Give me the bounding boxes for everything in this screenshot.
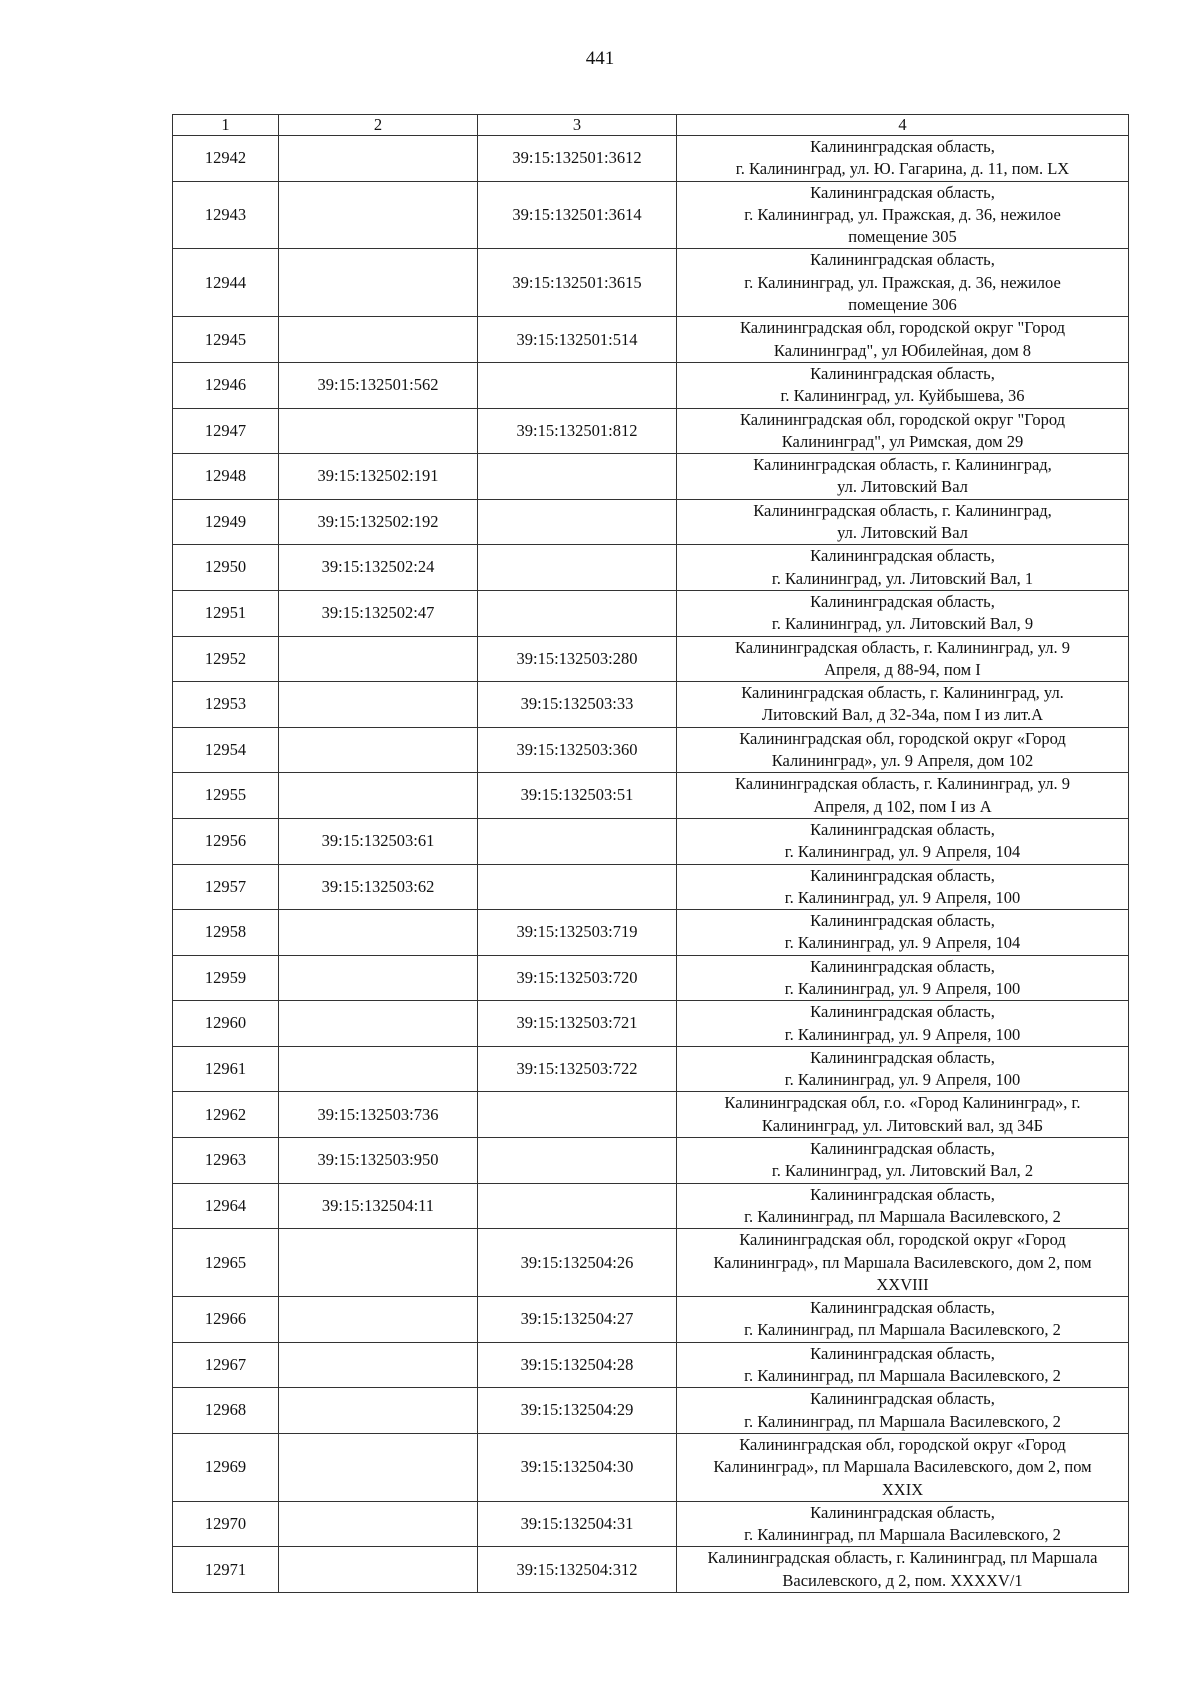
cadastral-number-cell-col2 xyxy=(279,955,478,1001)
address-cell: Калининградская область, г. Калининград, ул. Литовский Вал xyxy=(677,499,1129,545)
table-row xyxy=(173,1092,1129,1138)
cadastral-number-cell-col3: 39:15:132501:3612 xyxy=(478,136,677,182)
table-row xyxy=(173,910,1129,956)
cadastral-number-cell-col2: 39:15:132503:61 xyxy=(279,818,478,864)
table-row xyxy=(173,1001,1129,1047)
table-row xyxy=(173,1342,1129,1388)
table-body xyxy=(173,115,1129,1593)
table-row xyxy=(173,955,1129,1001)
address-cell: Калининградская область, г. Калининград, ул. 9 Апреля, 100 xyxy=(677,955,1129,1001)
table-row xyxy=(173,454,1129,500)
table-row xyxy=(173,682,1129,728)
table-row xyxy=(173,317,1129,363)
row-number-cell: 12946 xyxy=(173,362,279,408)
cadastral-number-cell-col3 xyxy=(478,545,677,591)
address-cell: Калининградская область, г. Калининград, ул. Литовский Вал xyxy=(677,454,1129,500)
address-cell: Калининградская область, г. Калининград, пл Маршала Василевского, 2 xyxy=(677,1501,1129,1547)
table-row xyxy=(173,773,1129,819)
table-row xyxy=(173,1229,1129,1297)
address-cell: Калининградская область, г. Калининград, пл Маршала Василевского, 2 xyxy=(677,1183,1129,1229)
row-number-cell: 12971 xyxy=(173,1547,279,1593)
table-row xyxy=(173,590,1129,636)
row-number-cell: 12962 xyxy=(173,1092,279,1138)
column-number-1: 1 xyxy=(173,115,279,136)
table-row xyxy=(173,545,1129,591)
address-cell: Калининградская область, г. Калининград, ул. Литовский Вал, 2 xyxy=(677,1138,1129,1184)
address-cell: Калининградская область, г. Калининград, ул. 9 Апреля, 100 xyxy=(677,1001,1129,1047)
cadastral-number-cell-col3 xyxy=(478,818,677,864)
table-row xyxy=(173,727,1129,773)
cadastral-number-cell-col2 xyxy=(279,249,478,317)
table-row xyxy=(173,499,1129,545)
cadastral-number-cell-col2 xyxy=(279,1433,478,1501)
cadastral-number-cell-col3: 39:15:132501:3614 xyxy=(478,181,677,249)
cadastral-number-cell-col2 xyxy=(279,1001,478,1047)
cadastral-number-cell-col2 xyxy=(279,408,478,454)
cadastral-number-cell-col3 xyxy=(478,1092,677,1138)
row-number-cell: 12968 xyxy=(173,1388,279,1434)
address-cell: Калининградская область, г. Калининград, ул. 9 Апреля, 104 xyxy=(677,818,1129,864)
row-number-cell: 12965 xyxy=(173,1229,279,1297)
row-number-cell: 12958 xyxy=(173,910,279,956)
row-number-cell: 12953 xyxy=(173,682,279,728)
cadastral-number-cell-col3: 39:15:132504:30 xyxy=(478,1433,677,1501)
cadastral-number-cell-col3 xyxy=(478,362,677,408)
table-row xyxy=(173,1388,1129,1434)
table-row xyxy=(173,136,1129,182)
row-number-cell: 12955 xyxy=(173,773,279,819)
row-number-cell: 12967 xyxy=(173,1342,279,1388)
cadastral-number-cell-col2 xyxy=(279,1388,478,1434)
cadastral-number-cell-col2: 39:15:132503:736 xyxy=(279,1092,478,1138)
cadastral-number-cell-col2: 39:15:132504:11 xyxy=(279,1183,478,1229)
cadastral-number-cell-col3 xyxy=(478,499,677,545)
cadastral-number-cell-col3: 39:15:132504:31 xyxy=(478,1501,677,1547)
table-row xyxy=(173,249,1129,317)
cadastral-number-cell-col2 xyxy=(279,910,478,956)
cadastral-number-cell-col3: 39:15:132503:722 xyxy=(478,1046,677,1092)
row-number-cell: 12944 xyxy=(173,249,279,317)
cadastral-number-cell-col2 xyxy=(279,181,478,249)
address-cell: Калининградская обл, городской округ "Город Калининград", ул Римская, дом 29 xyxy=(677,408,1129,454)
row-number-cell: 12945 xyxy=(173,317,279,363)
cadastral-number-cell-col3: 39:15:132503:280 xyxy=(478,636,677,682)
address-cell: Калининградская область, г. Калининград, ул. 9 Апреля, 104 xyxy=(677,910,1129,956)
address-cell: Калининградская область, г. Калининград, пл Маршала Василевского, 2 xyxy=(677,1297,1129,1343)
row-number-cell: 12959 xyxy=(173,955,279,1001)
row-number-cell: 12942 xyxy=(173,136,279,182)
row-number-cell: 12954 xyxy=(173,727,279,773)
row-number-cell: 12948 xyxy=(173,454,279,500)
table-row xyxy=(173,362,1129,408)
address-cell: Калининградская область, г. Калининград, ул. 9 Апреля, 100 xyxy=(677,864,1129,910)
cadastral-number-cell-col3: 39:15:132503:719 xyxy=(478,910,677,956)
cadastral-number-cell-col3: 39:15:132503:360 xyxy=(478,727,677,773)
cadastral-number-cell-col2: 39:15:132501:562 xyxy=(279,362,478,408)
address-cell: Калининградская обл, городской округ «Город Калининград», пл Маршала Василевского, дом 2, пом XXIX xyxy=(677,1433,1129,1501)
cadastral-number-cell-col2 xyxy=(279,1342,478,1388)
row-number-cell: 12943 xyxy=(173,181,279,249)
cadastral-number-cell-col3: 39:15:132504:28 xyxy=(478,1342,677,1388)
cadastral-number-cell-col2 xyxy=(279,727,478,773)
table-row xyxy=(173,1547,1129,1593)
table-row xyxy=(173,1433,1129,1501)
table-row xyxy=(173,1297,1129,1343)
cadastral-number-cell-col2 xyxy=(279,317,478,363)
address-cell: Калининградская обл, г.о. «Город Калининград», г. Калининград, ул. Литовский вал, зд 34Б xyxy=(677,1092,1129,1138)
address-cell: Калининградская область, г. Калининград, пл Маршала Василевского, 2 xyxy=(677,1388,1129,1434)
address-cell: Калининградская область, г. Калининград, ул. 9 Апреля, д 102, пом I из А xyxy=(677,773,1129,819)
address-cell: Калининградская область, г. Калининград, пл Маршала Василевского, 2 xyxy=(677,1342,1129,1388)
cadastral-number-cell-col3: 39:15:132501:3615 xyxy=(478,249,677,317)
address-cell: Калининградская область, г. Калининград, ул. Литовский Вал, д 32-34а, пом I из лит.А xyxy=(677,682,1129,728)
cadastral-number-cell-col3: 39:15:132503:51 xyxy=(478,773,677,819)
cadastral-number-cell-col2: 39:15:132503:62 xyxy=(279,864,478,910)
column-number-4: 4 xyxy=(677,115,1129,136)
address-cell: Калининградская область, г. Калининград, пл Маршала Василевского, д 2, пом. XXXXV/1 xyxy=(677,1547,1129,1593)
row-number-cell: 12969 xyxy=(173,1433,279,1501)
cadastral-number-cell-col2 xyxy=(279,1501,478,1547)
address-cell: Калининградская область, г. Калининград, ул. Литовский Вал, 1 xyxy=(677,545,1129,591)
cadastral-number-cell-col3: 39:15:132503:721 xyxy=(478,1001,677,1047)
cadastral-number-cell-col2 xyxy=(279,636,478,682)
row-number-cell: 12960 xyxy=(173,1001,279,1047)
address-cell: Калининградская область, г. Калининград, ул. 9 Апреля, д 88-94, пом I xyxy=(677,636,1129,682)
table-row xyxy=(173,818,1129,864)
address-cell: Калининградская область, г. Калининград, ул. Ю. Гагарина, д. 11, пом. LX xyxy=(677,136,1129,182)
row-number-cell: 12952 xyxy=(173,636,279,682)
row-number-cell: 12961 xyxy=(173,1046,279,1092)
table-row xyxy=(173,1501,1129,1547)
row-number-cell: 12956 xyxy=(173,818,279,864)
row-number-cell: 12951 xyxy=(173,590,279,636)
row-number-cell: 12957 xyxy=(173,864,279,910)
row-number-cell: 12964 xyxy=(173,1183,279,1229)
cadastral-number-cell-col3: 39:15:132501:514 xyxy=(478,317,677,363)
cadastral-number-cell-col3 xyxy=(478,1138,677,1184)
cadastral-number-cell-col3: 39:15:132504:26 xyxy=(478,1229,677,1297)
address-cell: Калининградская обл, городской округ «Город Калининград», пл Маршала Василевского, дом 2, пом XXVIII xyxy=(677,1229,1129,1297)
table-row xyxy=(173,1138,1129,1184)
address-cell: Калининградская обл, городской округ «Город Калининград», ул. 9 Апреля, дом 102 xyxy=(677,727,1129,773)
address-cell: Калининградская область, г. Калининград, ул. Пражская, д. 36, нежилое помещение 306 xyxy=(677,249,1129,317)
table-row xyxy=(173,864,1129,910)
cadastral-number-cell-col3: 39:15:132503:33 xyxy=(478,682,677,728)
cadastral-number-cell-col2: 39:15:132503:950 xyxy=(279,1138,478,1184)
cadastral-number-cell-col3: 39:15:132504:27 xyxy=(478,1297,677,1343)
cadastral-number-cell-col2 xyxy=(279,773,478,819)
cadastral-number-cell-col2 xyxy=(279,1229,478,1297)
cadastral-number-cell-col3: 39:15:132503:720 xyxy=(478,955,677,1001)
cadastral-number-cell-col3: 39:15:132501:812 xyxy=(478,408,677,454)
table-row xyxy=(173,408,1129,454)
cadastral-number-cell-col3 xyxy=(478,454,677,500)
cadastral-number-cell-col2 xyxy=(279,682,478,728)
page-number: 441 xyxy=(585,48,615,69)
table-row xyxy=(173,636,1129,682)
row-number-cell: 12949 xyxy=(173,499,279,545)
row-number-cell: 12950 xyxy=(173,545,279,591)
table-row xyxy=(173,1046,1129,1092)
cadastral-number-cell-col3: 39:15:132504:29 xyxy=(478,1388,677,1434)
cadastral-number-cell-col3: 39:15:132504:312 xyxy=(478,1547,677,1593)
cadastral-number-cell-col3 xyxy=(478,590,677,636)
cadastral-number-cell-col2 xyxy=(279,1297,478,1343)
cadastral-number-cell-col2: 39:15:132502:191 xyxy=(279,454,478,500)
column-number-3: 3 xyxy=(478,115,677,136)
column-number-2: 2 xyxy=(279,115,478,136)
row-number-cell: 12947 xyxy=(173,408,279,454)
address-cell: Калининградская область, г. Калининград, ул. Литовский Вал, 9 xyxy=(677,590,1129,636)
column-number-row xyxy=(173,115,1129,136)
address-cell: Калининградская область, г. Калининград, ул. Куйбышева, 36 xyxy=(677,362,1129,408)
cadastral-number-cell-col2 xyxy=(279,136,478,182)
cadastral-number-cell-col2 xyxy=(279,1547,478,1593)
address-cell: Калининградская область, г. Калининград, ул. Пражская, д. 36, нежилое помещение 305 xyxy=(677,181,1129,249)
cadastral-number-cell-col2: 39:15:132502:47 xyxy=(279,590,478,636)
address-cell: Калининградская область, г. Калининград, ул. 9 Апреля, 100 xyxy=(677,1046,1129,1092)
address-cell: Калининградская обл, городской округ "Город Калининград", ул Юбилейная, дом 8 xyxy=(677,317,1129,363)
cadastral-number-cell-col3 xyxy=(478,864,677,910)
row-number-cell: 12963 xyxy=(173,1138,279,1184)
property-registry-table xyxy=(172,114,1129,1593)
cadastral-number-cell-col3 xyxy=(478,1183,677,1229)
row-number-cell: 12966 xyxy=(173,1297,279,1343)
row-number-cell: 12970 xyxy=(173,1501,279,1547)
table-row xyxy=(173,181,1129,249)
cadastral-number-cell-col2: 39:15:132502:192 xyxy=(279,499,478,545)
table-row xyxy=(173,1183,1129,1229)
cadastral-number-cell-col2: 39:15:132502:24 xyxy=(279,545,478,591)
cadastral-number-cell-col2 xyxy=(279,1046,478,1092)
